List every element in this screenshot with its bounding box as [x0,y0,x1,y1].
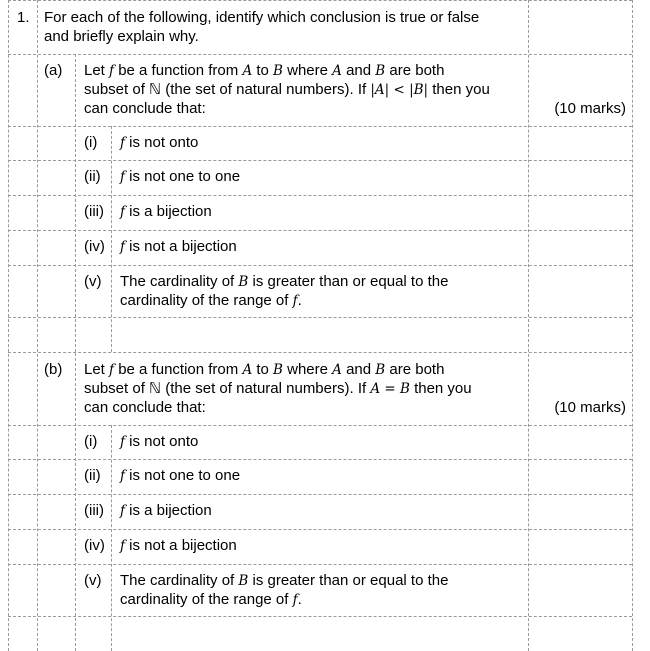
question-number: 1. [17,9,30,26]
part-b-item-i: f is not onto [120,433,199,450]
part-a-item-v-line2: cardinality of the range of f. [120,292,302,309]
part-b-stem-line1: Let f be a function from A to B where A and B are both [84,361,445,378]
part-b-item-iii-num: (iii) [84,502,104,519]
part-a-stem-line1: Let f be a function from A to B where A and B are both [84,62,445,79]
part-a-item-iv: f is not a bijection [120,238,237,255]
part-b-marks: (10 marks) [554,399,626,416]
part-b-item-ii: f is not one to one [120,467,241,484]
part-b-item-i-num: (i) [84,433,98,450]
part-b-label: (b) [44,361,63,378]
part-a-item-v-line1: The cardinality of B is greater than or equal to the [120,273,449,290]
part-b-item-iii: f is a bijection [120,502,212,519]
part-a-item-ii: f is not one to one [120,168,241,185]
part-b-stem-line3: can conclude that: [84,399,206,416]
part-b-item-iv-num: (iv) [84,537,105,554]
question-intro-line2: and briefly explain why. [44,28,199,45]
part-b-item-ii-num: (ii) [84,467,101,484]
part-a-marks: (10 marks) [554,100,626,117]
part-a-label: (a) [44,62,63,79]
part-a-item-ii-num: (ii) [84,168,101,185]
part-a-item-iii-num: (iii) [84,203,104,220]
part-a-item-v-num: (v) [84,273,102,290]
part-a-item-i: f is not onto [120,134,199,151]
part-a-item-iv-num: (iv) [84,238,105,255]
part-b-item-v-num: (v) [84,572,102,589]
part-b-stem-line2: subset of ℕ (the set of natural numbers). If A = B then you [84,380,472,397]
part-a-stem-line3: can conclude that: [84,100,206,117]
question-intro-line1: For each of the following, identify which conclusion is true or false [44,9,480,26]
part-b-item-iv: f is not a bijection [120,537,237,554]
part-a-item-iii: f is a bijection [120,203,212,220]
part-b-item-v-line2: cardinality of the range of f. [120,591,302,608]
part-a-item-i-num: (i) [84,134,98,151]
part-b-item-v-line1: The cardinality of B is greater than or equal to the [120,572,449,589]
part-a-stem-line2: subset of ℕ (the set of natural numbers). If |A| < |B| then you [84,81,490,98]
